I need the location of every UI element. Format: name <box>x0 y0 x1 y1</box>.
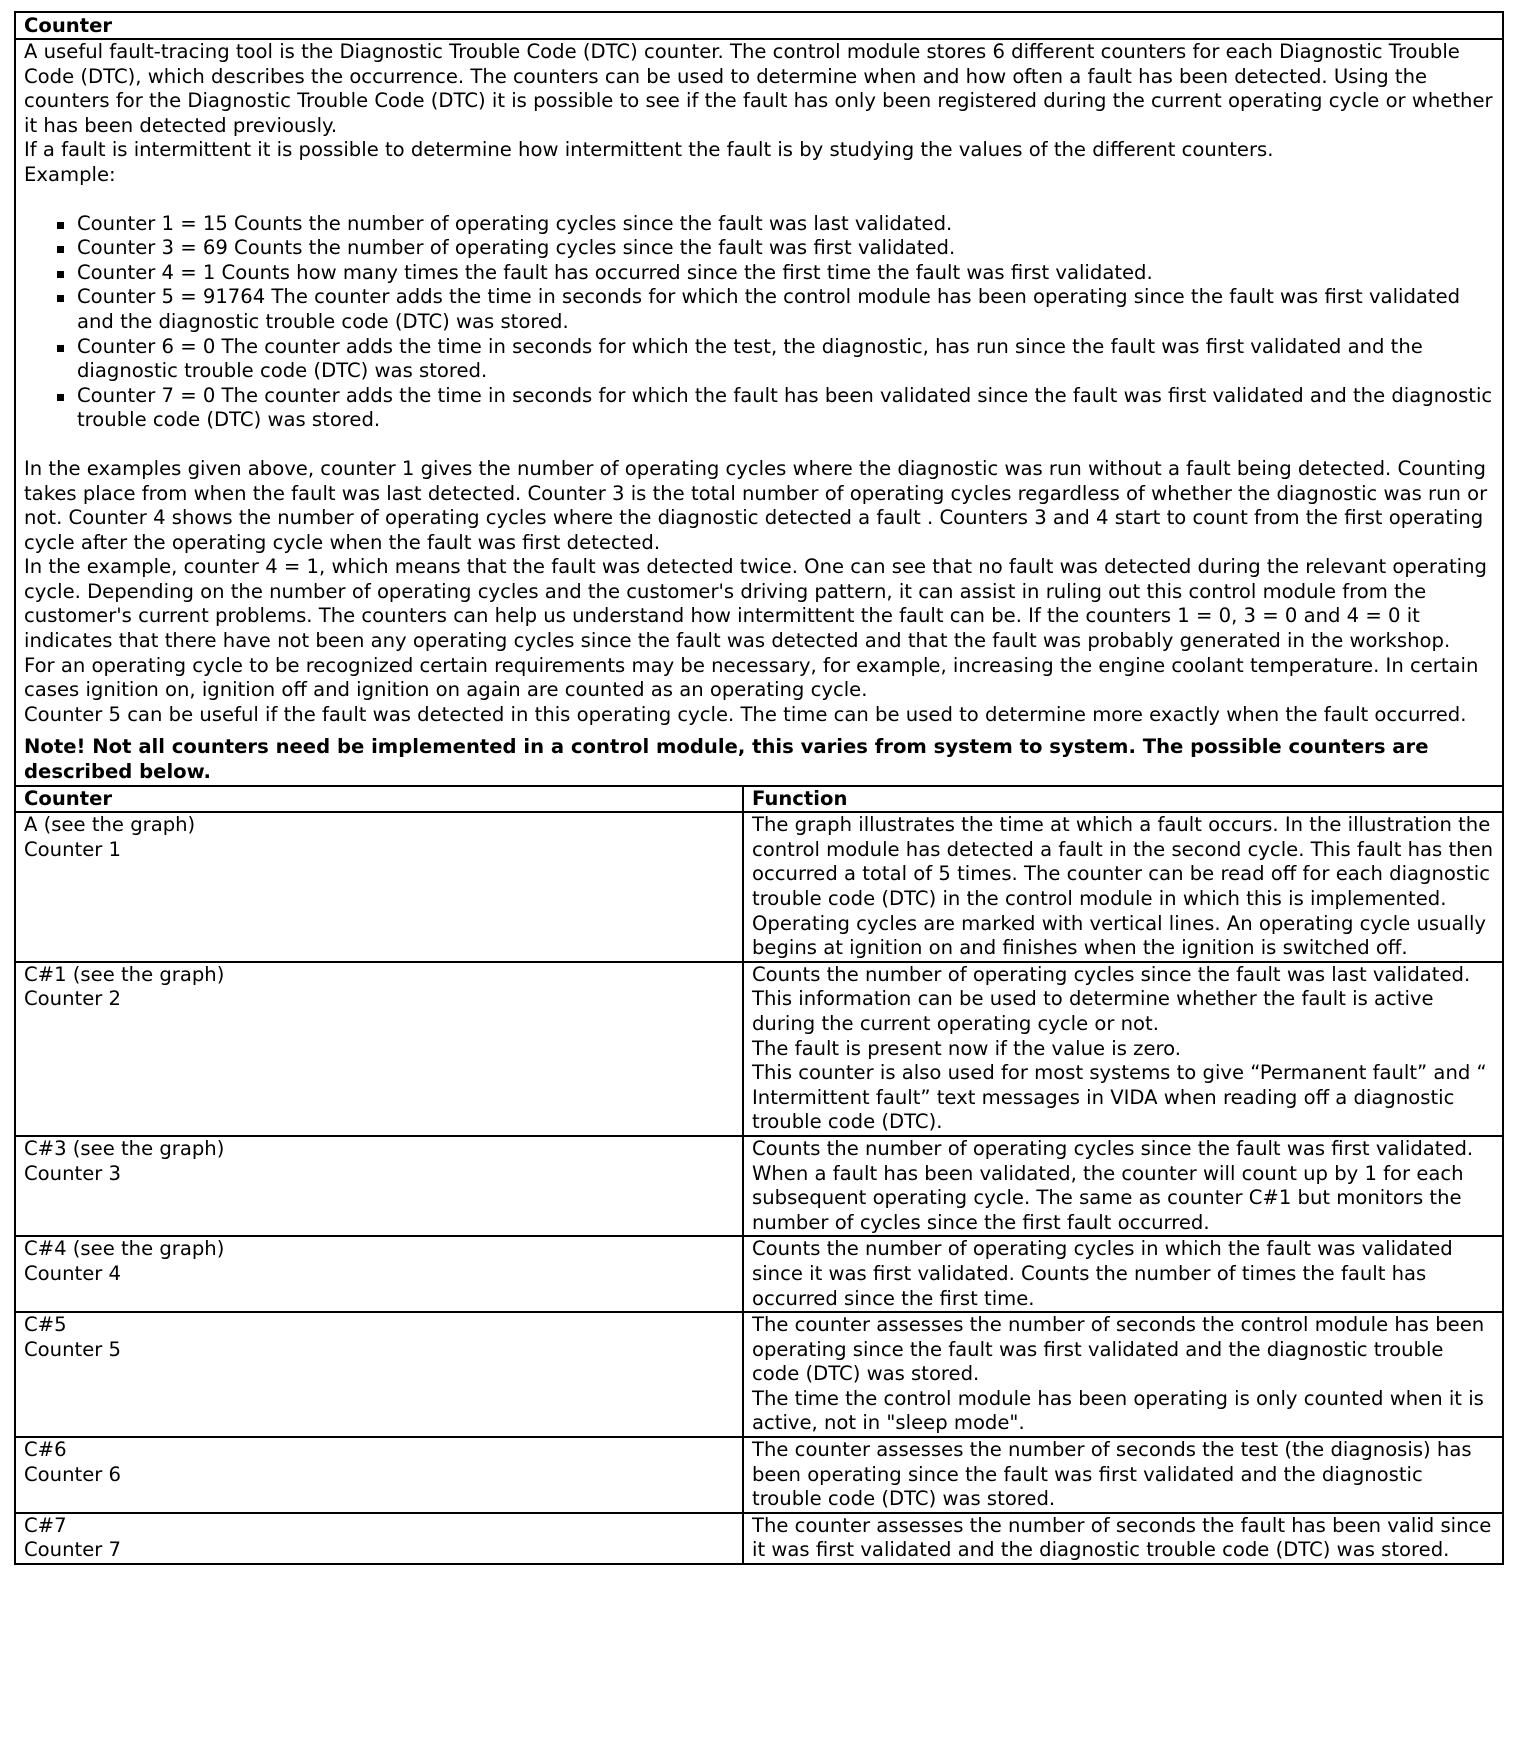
intro-paragraph: A useful fault-tracing tool is the Diagnostic Trouble Code (DTC) counter. The control module stores 6 different counters for each Diagnostic Trouble Code (DTC), which describes the occurrence. The counters can be used to determine when and how often a fault has been detected. Using the counters for the Diagnostic Trouble Code (DTC) it is possible to see if the fault has only been registered during the current operating cycle or whether it has been detected previously. <box>24 40 1493 137</box>
counter-cell: C#7 Counter 7 <box>16 1513 743 1563</box>
counter-cell: A (see the graph) Counter 1 <box>16 812 743 962</box>
page-title: Counter <box>16 13 1502 40</box>
function-cell: Counts the number of operating cycles since the fault was last validated. This information can be used to determine whether the fault is active during the current operating cycle or not. The fault is present now if the value is zero. This counter is also used for most systems to give “Permanent fault” and “ Intermittent fault” text messages in VIDA when reading off a diagnostic trouble code (DTC). <box>743 962 1502 1136</box>
function-cell: Counts the number of operating cycles in which the fault was validated since it was first validated. Counts the number of times the fault has occurred since the first time. <box>743 1236 1502 1312</box>
list-item: Counter 4 = 1 Counts how many times the fault has occurred since the first time the fault was first validated. <box>77 261 1494 286</box>
explanation-paragraph: In the example, counter 4 = 1, which means that the fault was detected twice. One can see that no fault was detected during the relevant operating cycle. Depending on the number of operating cycles and the customer's driving pattern, it can assist in ruling out this control module from the customer's current problems. The counters can help us understand how intermittent the fault can be. If the counters 1 = 0, 3 = 0 and 4 = 0 it indicates that there have not been any operating cycles since the fault was detected and that the fault was probably generated in the workshop. <box>24 555 1487 653</box>
bullet-icon <box>57 345 64 352</box>
example-list <box>24 212 1494 433</box>
function-cell: The counter assesses the number of seconds the test (the diagnosis) has been operating since the fault was first validated and the diagnostic trouble code (DTC) was stored. <box>743 1437 1502 1513</box>
counter-cell: C#1 (see the graph) Counter 2 <box>16 962 743 1136</box>
table-row <box>16 1437 1502 1513</box>
example-label: Example: <box>24 162 116 186</box>
table-row <box>16 1312 1502 1437</box>
counter-cell: C#4 (see the graph) Counter 4 <box>16 1236 743 1312</box>
table-row <box>16 1236 1502 1312</box>
note-text: Note! Not all counters need be implemented in a control module, this varies from system to system. The possible counters are described below. <box>24 735 1429 784</box>
explanation-paragraph: Counter 5 can be useful if the fault was detected in this operating cycle. The time can be used to determine more exactly when the fault occurred. <box>24 702 1467 726</box>
function-cell: The counter assesses the number of seconds the fault has been valid since it was first validated and the diagnostic trouble code (DTC) was stored. <box>743 1513 1502 1563</box>
bullet-icon <box>57 394 64 401</box>
bullet-icon <box>57 246 64 253</box>
bullet-icon <box>57 222 64 229</box>
explanation-paragraph: For an operating cycle to be recognized certain requirements may be necessary, for example, increasing the engine coolant temperature. In certain cases ignition on, ignition off and ignition on again are counted as an operating cycle. <box>24 653 1479 702</box>
table-row <box>16 1136 1502 1236</box>
counter-cell: C#5 Counter 5 <box>16 1312 743 1437</box>
list-item: Counter 7 = 0 The counter adds the time in seconds for which the fault has been validated since the fault was first validated and the diagnostic trouble code (DTC) was stored. <box>77 384 1494 433</box>
column-header-function: Function <box>743 786 1502 813</box>
counter-cell: C#6 Counter 6 <box>16 1437 743 1513</box>
counter-cell: C#3 (see the graph) Counter 3 <box>16 1136 743 1236</box>
list-item: Counter 5 = 91764 The counter adds the time in seconds for which the control module has been operating since the fault was first validated and the diagnostic trouble code (DTC) was stored. <box>77 285 1494 334</box>
intro-section <box>16 40 1502 727</box>
table-row <box>16 962 1502 1136</box>
counters-table <box>16 785 1502 1563</box>
function-cell: Counts the number of operating cycles since the fault was first validated. When a fault has been validated, the counter will count up by 1 for each subsequent operating cycle. The same as counter C#1 but monitors the number of cycles since the first fault occurred. <box>743 1136 1502 1236</box>
table-row <box>16 812 1502 962</box>
function-cell: The graph illustrates the time at which a fault occurs. In the illustration the control module has detected a fault in the second cycle. This fault has then occurred a total of 5 times. The counter can be read off for each diagnostic trouble code (DTC) in the control module in which this is implemented. Operating cycles are marked with vertical lines. An operating cycle usually begins at ignition on and finishes when the ignition is switched off. <box>743 812 1502 962</box>
list-item: Counter 1 = 15 Counts the number of operating cycles since the fault was last validated. <box>77 212 1494 237</box>
table-row <box>16 1513 1502 1563</box>
bullet-icon <box>57 295 64 302</box>
explanation-paragraph: In the examples given above, counter 1 gives the number of operating cycles where the diagnostic was run without a fault being detected. Counting takes place from when the fault was last detected. Counter 3 is the total number of operating cycles regardless of whether the diagnostic was run or not. Counter 4 shows the number of operating cycles where the diagnostic detected a fault . Counters 3 and 4 start to count from the first operating cycle after the operating cycle when the fault was first detected. <box>24 456 1488 554</box>
intro-paragraph: If a fault is intermittent it is possible to determine how intermittent the fault is by studying the values of the different counters. <box>24 138 1274 162</box>
list-item: Counter 6 = 0 The counter adds the time in seconds for which the test, the diagnostic, has run since the fault was first validated and the diagnostic trouble code (DTC) was stored. <box>77 335 1494 384</box>
bullet-icon <box>57 271 64 278</box>
function-cell: The counter assesses the number of seconds the control module has been operating since the fault was first validated and the diagnostic trouble code (DTC) was stored. The time the control module has been operating is only counted when it is active, not in "sleep mode". <box>743 1312 1502 1437</box>
document <box>14 11 1504 1565</box>
column-header-counter: Counter <box>16 786 743 813</box>
table-header-row <box>16 786 1502 813</box>
list-item: Counter 3 = 69 Counts the number of operating cycles since the fault was first validated. <box>77 236 1494 261</box>
